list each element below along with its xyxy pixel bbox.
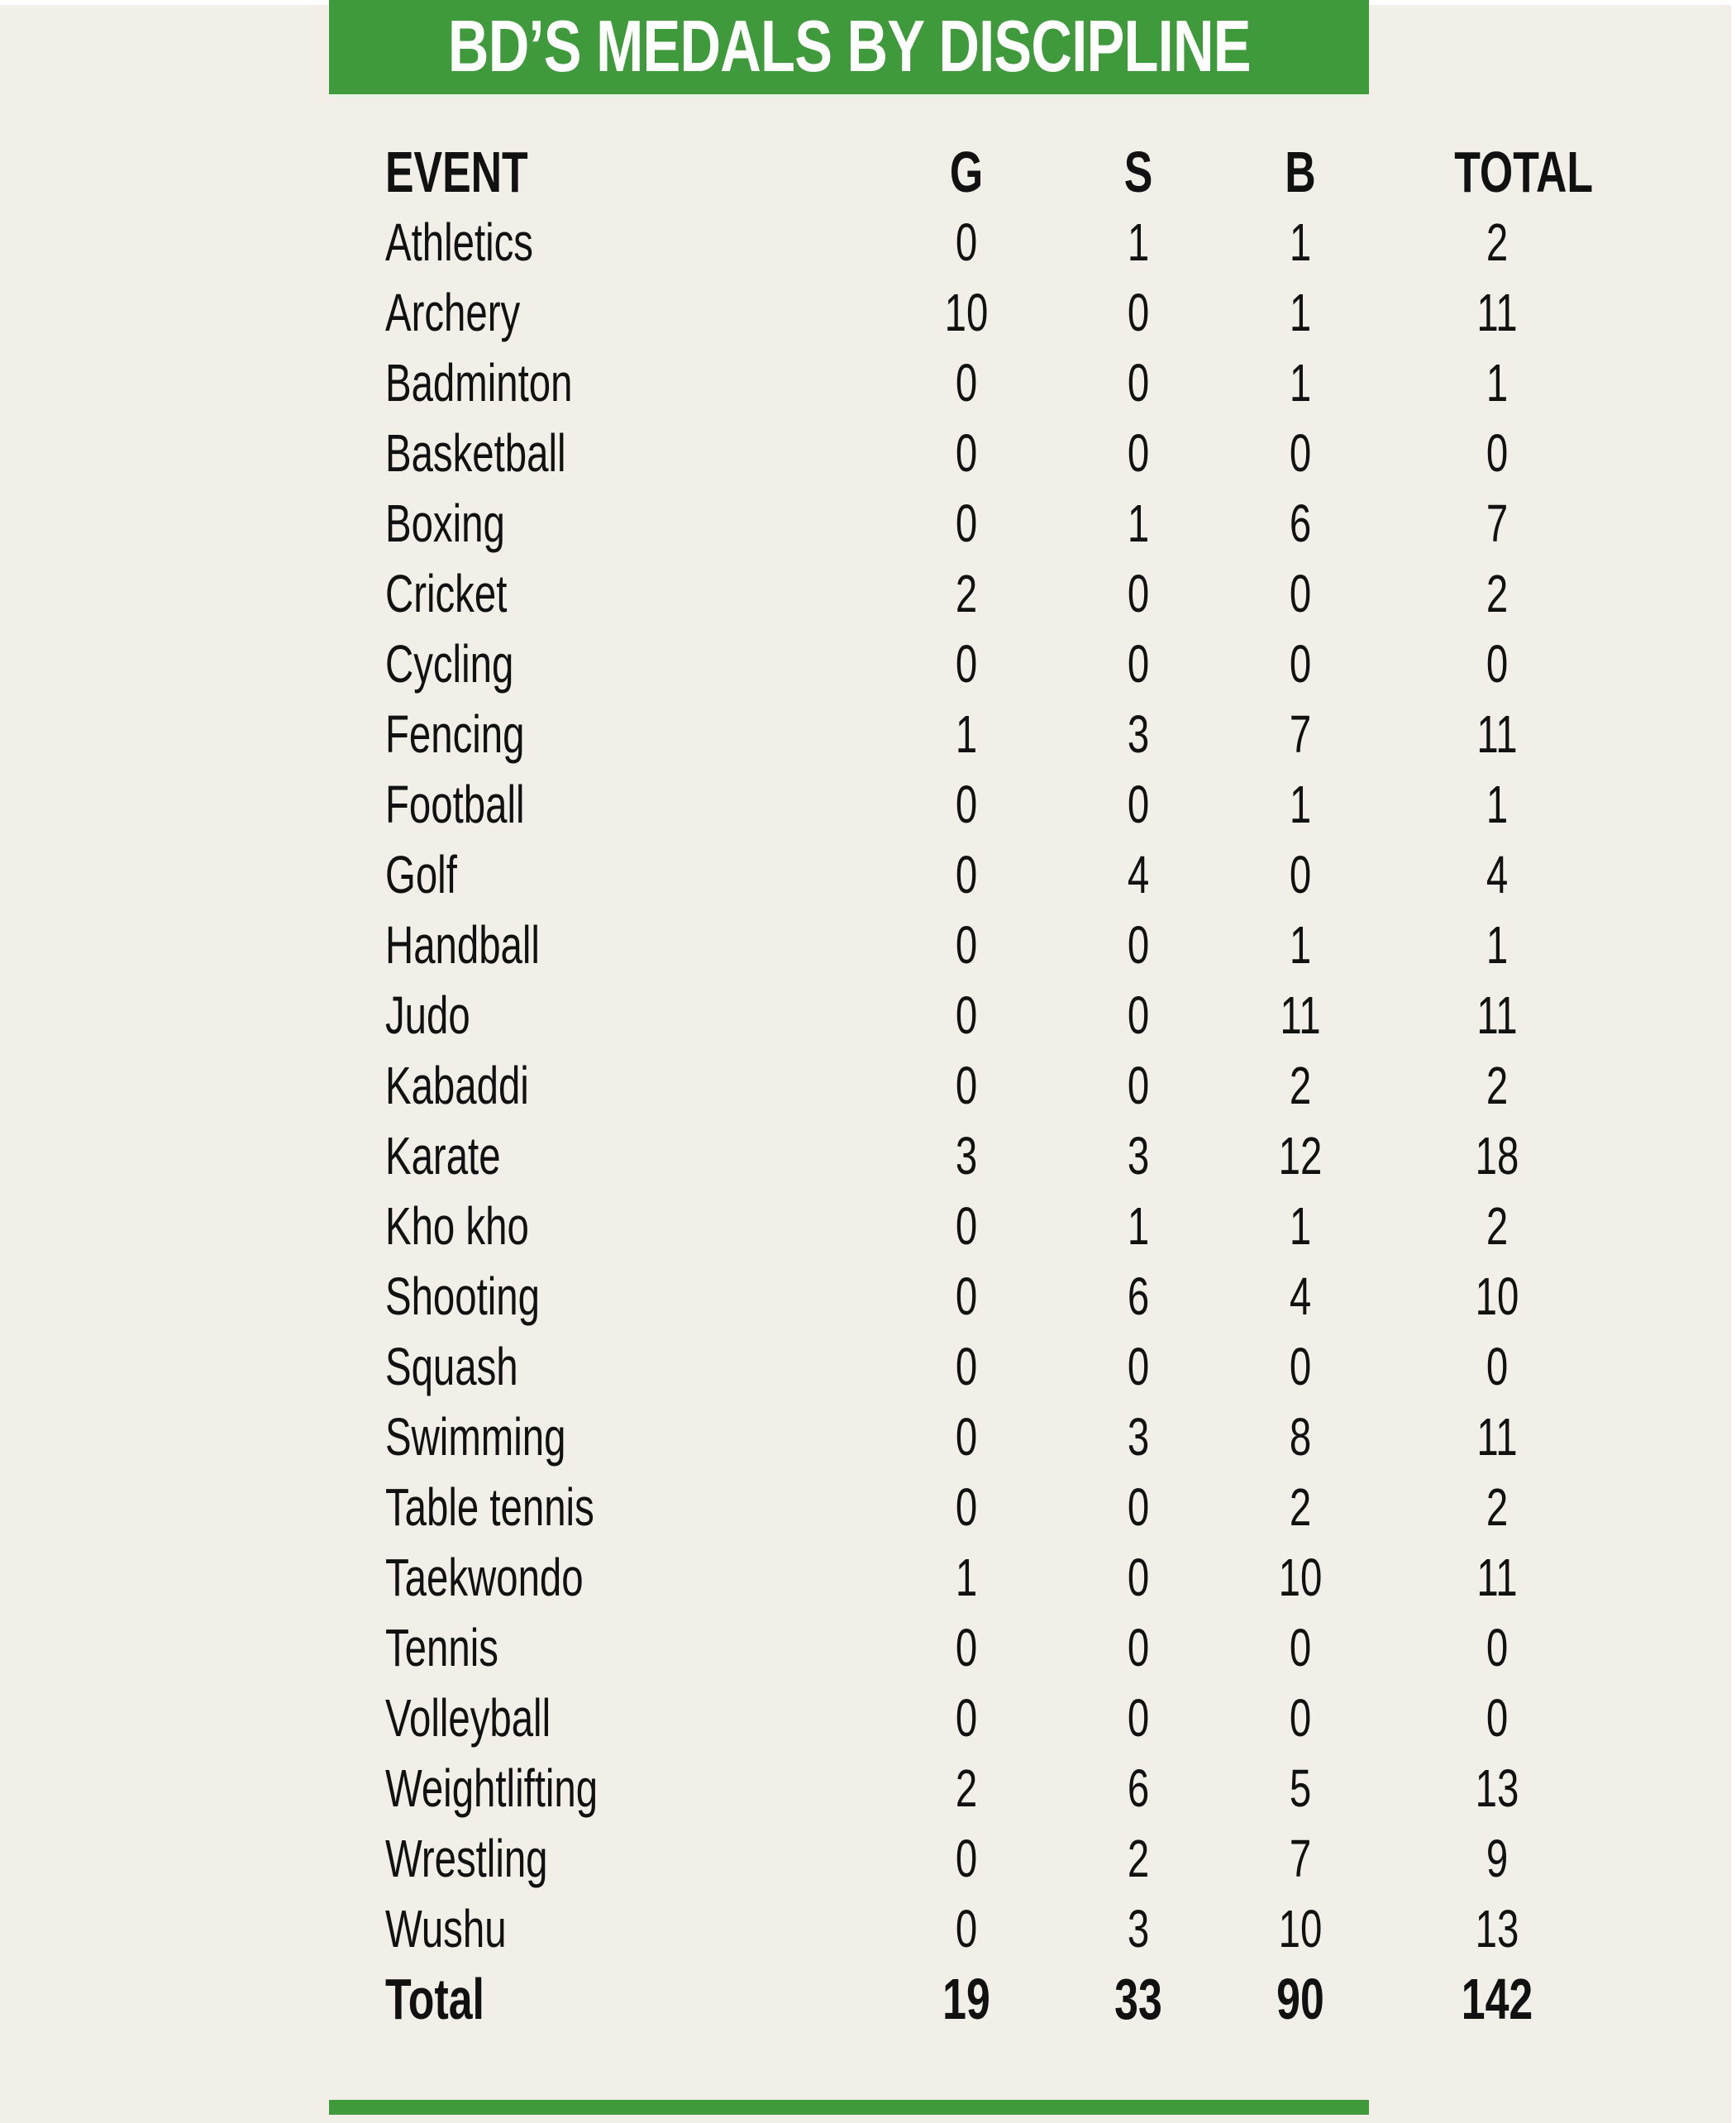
event-name: Wrestling [385,1829,548,1888]
column-header-bronze: B [1285,140,1316,204]
total-count: 4 [1486,845,1509,904]
gold-count: 0 [955,845,978,904]
silver-count: 3 [1127,1126,1150,1186]
bronze-count: 1 [1289,915,1312,975]
footer-rule [329,2100,1369,2115]
total-count: 2 [1486,1477,1509,1537]
silver-count: 0 [1127,1548,1150,1607]
event-name: Swimming [385,1407,566,1467]
gold-count: 0 [955,1196,978,1256]
silver-count: 0 [1127,634,1150,694]
table-row [385,770,1509,840]
table-row [385,1894,1519,1964]
event-name: Shooting [385,1267,540,1326]
silver-count: 1 [1127,212,1150,272]
total-count: 11 [1476,704,1518,764]
bronze-count: 1 [1289,1196,1312,1256]
silver-count: 0 [1127,1688,1150,1748]
gold-count: 0 [955,985,978,1045]
silver-count: 0 [1127,283,1150,342]
event-name: Taekwondo [385,1548,584,1607]
total-count: 0 [1486,1688,1509,1748]
event-name: Judo [385,985,470,1045]
table-row [385,1332,1509,1402]
medals-table [385,137,1594,2035]
table-row [385,910,1509,980]
gold-count: 0 [955,1267,978,1326]
table-row [385,629,1509,699]
table-row [385,1753,1519,1824]
event-name: Tennis [385,1618,498,1677]
total-count: 13 [1475,1758,1519,1818]
event-name: Fencing [385,704,525,764]
table-row [385,348,1509,418]
silver-count: 0 [1127,985,1150,1045]
silver-count: 1 [1127,494,1150,553]
column-header-silver: S [1123,140,1153,204]
table-row [385,1683,1509,1753]
table-row [385,1121,1519,1191]
table-row [385,699,1518,770]
event-name: Football [385,775,525,834]
gold-count: 3 [955,1126,978,1186]
event-name: Weightlifting [385,1758,599,1818]
total-count: 0 [1486,423,1509,483]
silver-count: 3 [1127,1899,1150,1958]
table-row [385,208,1509,278]
gold-count: 2 [955,1758,978,1818]
table-row [385,559,1509,629]
gold-count: 0 [955,494,978,553]
table-row [385,1472,1509,1543]
table-row [385,1191,1509,1262]
column-header-event: EVENT [385,140,528,204]
bronze-count: 11 [1280,985,1321,1045]
bronze-count: 0 [1289,564,1312,623]
silver-count: 0 [1127,423,1150,483]
column-header-gold: G [949,140,984,204]
bronze-count: 7 [1289,1829,1312,1888]
silver-count: 0 [1127,1337,1150,1396]
event-name: Kabaddi [385,1056,529,1115]
total-count: 2 [1486,564,1509,623]
total-count: 1 [1486,353,1509,413]
table-row [385,278,1518,348]
table-row [385,1051,1509,1121]
gold-count: 0 [955,1899,978,1958]
gold-count: 0 [955,1477,978,1537]
title-underline [329,94,1369,98]
table-row [385,1824,1509,1894]
total-count: 9 [1486,1829,1509,1888]
gold-count: 0 [955,1407,978,1467]
column-header-total: TOTAL [1454,140,1594,204]
total-count: 2 [1486,1196,1509,1256]
table-row [385,1262,1519,1332]
title-banner [329,0,1369,98]
silver-count: 0 [1127,564,1150,623]
total-count: 0 [1486,634,1509,694]
gold-count: 1 [955,704,978,764]
gold-count: 0 [955,1337,978,1396]
bronze-count: 5 [1289,1758,1312,1818]
gold-count: 0 [955,1056,978,1115]
total-count: 7 [1486,494,1509,553]
page-title: BD’S MEDALS BY DISCIPLINE [447,5,1251,87]
event-name: Kho kho [385,1196,529,1256]
event-name: Handball [385,915,540,975]
gold-count: 0 [955,423,978,483]
total-count: 0 [1486,1618,1509,1677]
table-row [385,489,1509,559]
total-count: 1 [1486,775,1509,834]
event-name: Archery [385,283,521,342]
total-label: Total [385,1967,484,2031]
bronze-count: 7 [1289,704,1312,764]
event-name: Badminton [385,353,573,413]
event-name: Athletics [385,212,533,272]
table-row [385,1543,1518,1613]
total-count: 10 [1475,1267,1519,1326]
event-name: Boxing [385,494,505,553]
total-count: 0 [1486,1337,1509,1396]
bronze-count: 10 [1278,1899,1323,1958]
bronze-count: 1 [1289,353,1312,413]
total-bronze: 90 [1276,1967,1324,2031]
bronze-count: 0 [1289,845,1312,904]
event-name: Cycling [385,634,514,694]
total-silver: 33 [1114,1967,1162,2031]
bronze-count: 10 [1278,1548,1323,1607]
table-row [385,418,1509,489]
silver-count: 1 [1127,1196,1150,1256]
event-name: Wushu [385,1899,507,1958]
bronze-count: 6 [1289,494,1312,553]
bronze-count: 0 [1289,1688,1312,1748]
bronze-count: 0 [1289,1618,1312,1677]
silver-count: 0 [1127,915,1150,975]
right-edge [1731,0,1736,2123]
bronze-count: 0 [1289,423,1312,483]
gold-count: 0 [955,212,978,272]
bronze-count: 0 [1289,1337,1312,1396]
table-row [385,980,1518,1051]
bronze-count: 1 [1289,775,1312,834]
silver-count: 0 [1127,1477,1150,1537]
event-name: Volleyball [385,1688,551,1748]
silver-count: 0 [1127,1618,1150,1677]
table-body [385,208,1519,1964]
silver-count: 6 [1127,1758,1150,1818]
table-row [385,1613,1509,1683]
medals-panel [329,0,1594,2123]
gold-count: 0 [955,1829,978,1888]
gold-count: 1 [955,1548,978,1607]
table-header-row [385,137,1594,208]
event-name: Golf [385,845,457,904]
gold-count: 0 [955,775,978,834]
bronze-count: 2 [1289,1477,1312,1537]
bronze-count: 2 [1289,1056,1312,1115]
event-name: Squash [385,1337,518,1396]
total-count: 18 [1475,1126,1519,1186]
total-count: 1 [1486,915,1509,975]
table-total-row [385,1964,1533,2035]
total-count: 11 [1476,1407,1518,1467]
silver-count: 3 [1127,1407,1150,1467]
gold-count: 0 [955,915,978,975]
silver-count: 6 [1127,1267,1150,1326]
total-count: 11 [1476,985,1518,1045]
gold-count: 0 [955,353,978,413]
total-count: 2 [1486,1056,1509,1115]
event-name: Table tennis [385,1477,594,1537]
silver-count: 2 [1127,1829,1150,1888]
event-name: Karate [385,1126,501,1186]
total-count: 11 [1476,283,1518,342]
total-gold: 19 [942,1967,990,2031]
table-row [385,1402,1518,1472]
bronze-count: 1 [1289,212,1312,272]
bronze-count: 4 [1289,1267,1312,1326]
gold-count: 2 [955,564,978,623]
table-row [385,840,1509,910]
total-total: 142 [1461,1967,1533,2031]
total-count: 2 [1486,212,1509,272]
event-name: Basketball [385,423,566,483]
gold-count: 0 [955,1688,978,1748]
bronze-count: 8 [1289,1407,1312,1467]
event-name: Cricket [385,564,508,623]
silver-count: 0 [1127,353,1150,413]
silver-count: 4 [1127,845,1150,904]
silver-count: 0 [1127,775,1150,834]
total-count: 11 [1476,1548,1518,1607]
silver-count: 3 [1127,704,1150,764]
bronze-count: 12 [1278,1126,1323,1186]
bronze-count: 1 [1289,283,1312,342]
silver-count: 0 [1127,1056,1150,1115]
gold-count: 0 [955,1618,978,1677]
gold-count: 0 [955,634,978,694]
gold-count: 10 [944,283,989,342]
total-count: 13 [1475,1899,1519,1958]
bronze-count: 0 [1289,634,1312,694]
